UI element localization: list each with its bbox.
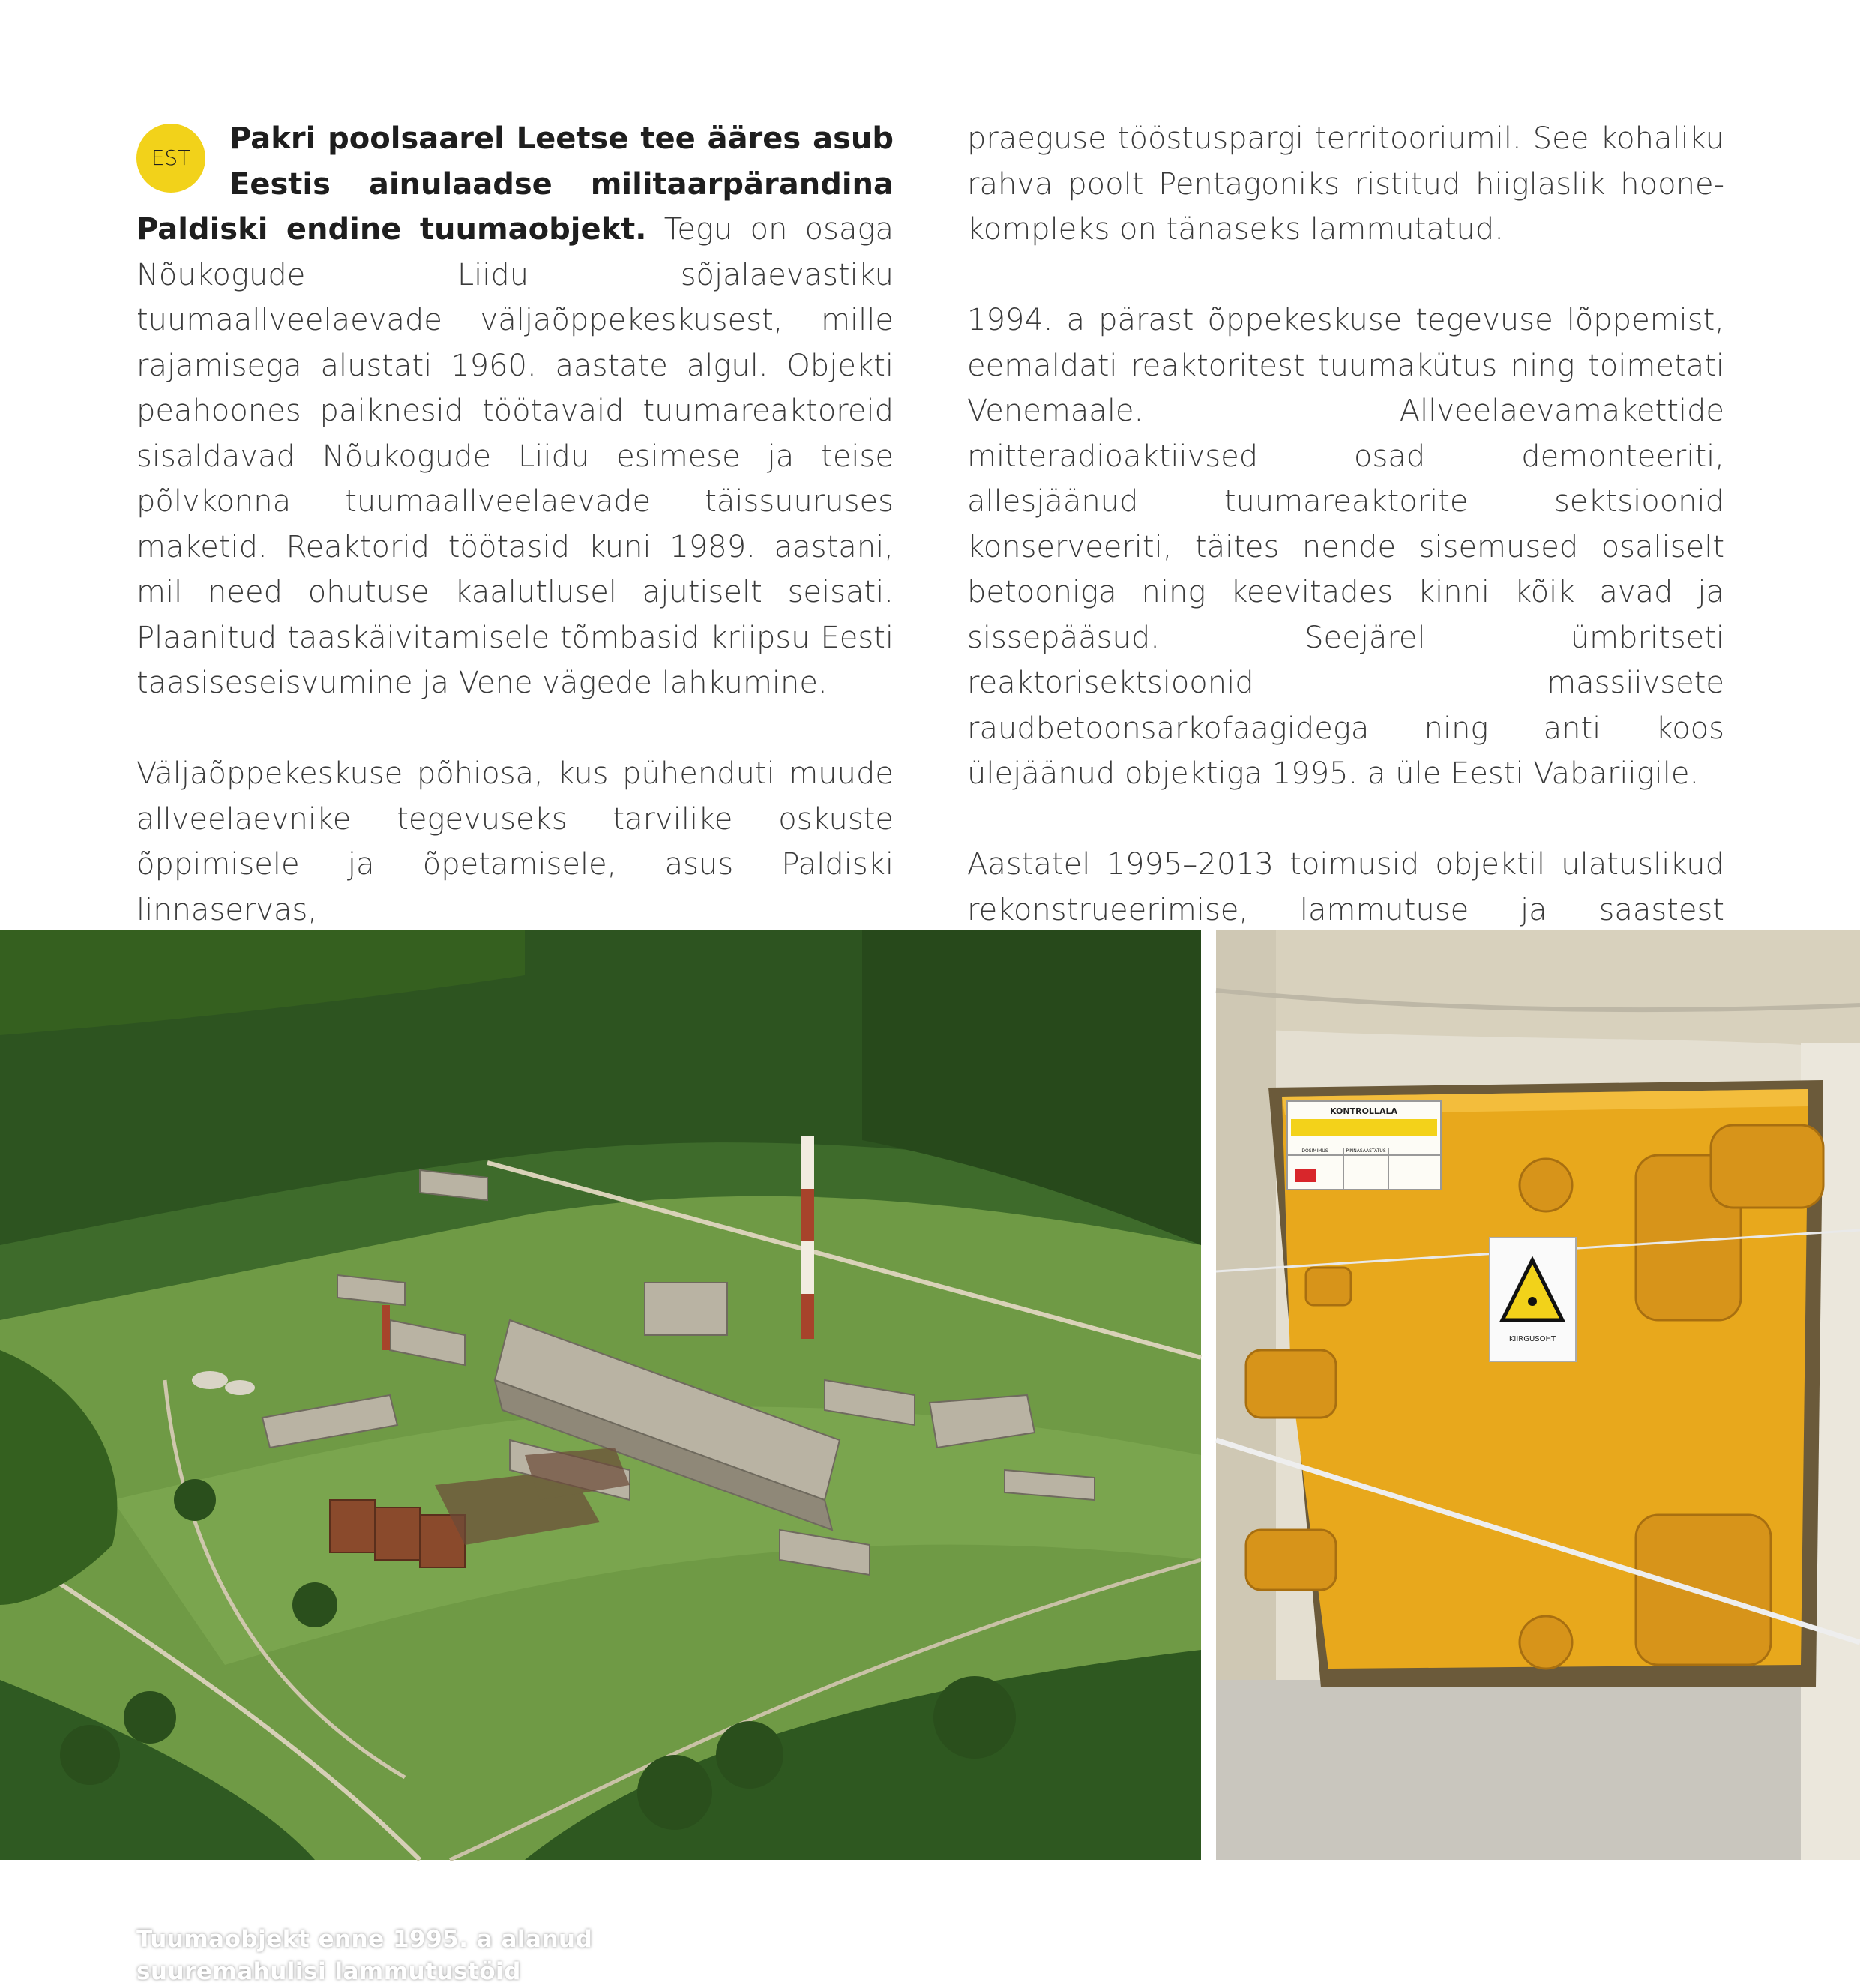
aerial-photo-illustration (0, 930, 1201, 1860)
sign-column-2: PINNASAASTATUS (1346, 1148, 1386, 1154)
training-centre-paragraph: Väljaõppekeskuse põhiosa, kus pühenduti muude allveelaevnike tegevuseks tarvilike oskuste õppimisele ja õpetamisele, asus Paldiski linnaservas, (136, 756, 894, 927)
decommissioning-paragraph: 1994. a pärast õppekeskuse tegevuse lõppemist, eemaldati reaktoritest tuumakütus ning toimetati Venemaale. Allveelaevamakettide mitteradioaktiivsed osad demonteeriti, allesjäänud tuumareaktorite sektsioonid konserveeriti, täites nende sisemused osaliselt betooniga ning keevitades kinni kõik avad ja sissepääsud. Seejärel ümbritseti reaktorisektsioonid massiivsete raudbetoonsarkofaagidega ning anti koos ülejäänud objektiga 1995. a üle Eesti Vabariigile. (967, 303, 1724, 791)
sign-title: KONTROLLALA (1330, 1106, 1397, 1116)
photo-caption-line-2: suuremahulisi lammutustöid (136, 1958, 521, 1985)
pentagon-paragraph: praeguse tööstuspargi territooriumil. See kohaliku rahva poolt Pentagoniks ristitud hiiglaslik hoonekompleks on tänaseks lammutatud. (967, 121, 1724, 247)
photo-caption (136, 1924, 661, 1988)
lead-sentence: Pakri poolsaarel Leetse tee ääres asub Eestis ainulaadse militaarpärandina Paldiski endine tuumaobjekt. (136, 121, 894, 247)
left-text-column (136, 116, 894, 933)
intro-paragraph-text: Tegu on osaga Nõukogude Liidu sõjalaevastiku tuumaallveelaevade väljaõppekeskusest, mille rajamisega alustati 1960. aastate algul. Objekti peahoones paiknesid töötavaid tuumareaktoreid sisaldavad Nõukogude Liidu esimese ja teise põlvkonna tuumaallveelaevade täissuuruses maketid. Reaktorid töötasid kuni 1989. aastani, mil need ohutuse kaalutlusel ajutiselt seisati. Plaanitud taaskäivitamisele tõmbasid kriipsu Eesti taasiseseisvumine ja Vene vägede lahkumine. (136, 212, 894, 700)
intro-paragraph (136, 116, 894, 706)
sign-column-1: DOSIMIMUS (1301, 1148, 1328, 1154)
door-photo (1216, 930, 1860, 1860)
reconstruction-paragraph: Aastatel 1995–2013 toimusid objektil ulatuslikud rekonstrueerimise, lammutuse ja saastest (967, 847, 1724, 927)
warning-label: KIIRGUSOHT (1508, 1335, 1556, 1343)
language-badge: EST (136, 124, 205, 193)
aerial-photo (0, 930, 1201, 1985)
photo-caption-line-1: Tuumaobjekt enne 1995. a alanud (136, 1926, 593, 1953)
right-text-column (967, 116, 1724, 978)
door-photo-illustration (1216, 930, 1860, 1860)
